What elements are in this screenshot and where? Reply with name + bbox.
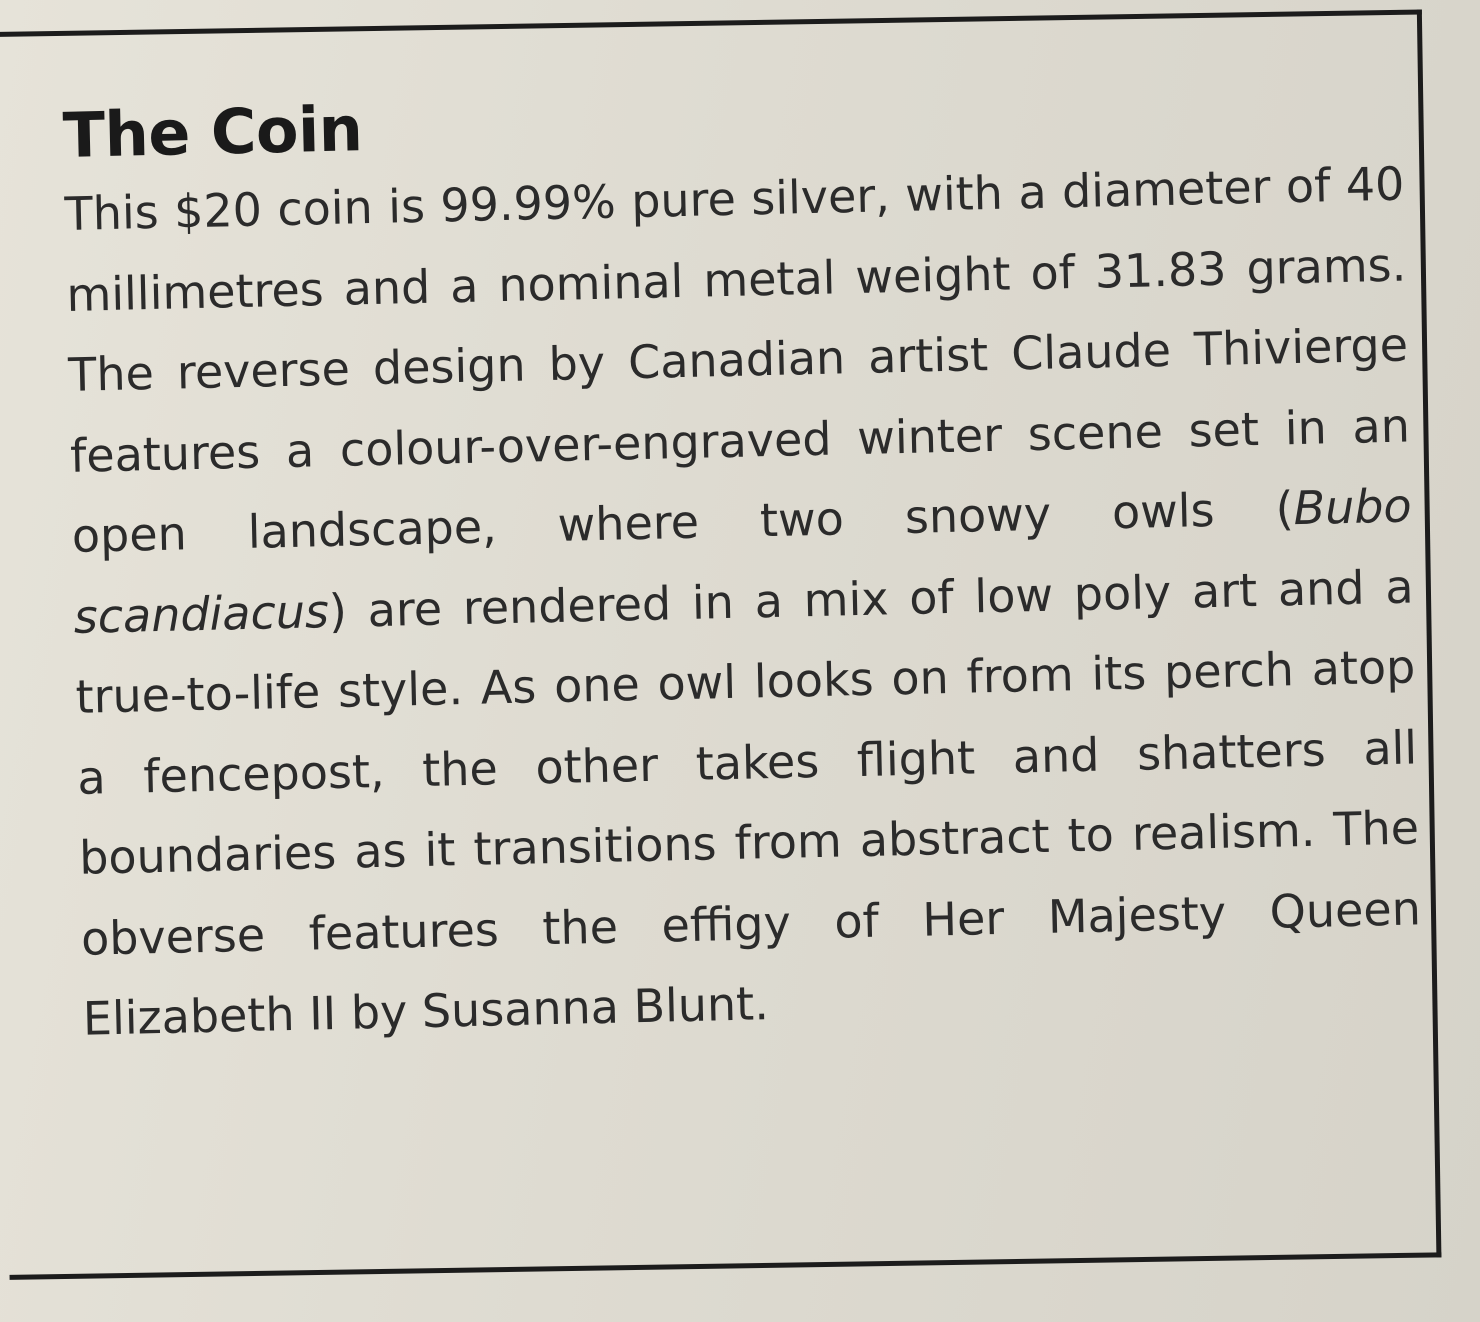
description-text-part1: This $20 coin is 99.99% pure silver, with a diameter of 40 millimetres and a nominal metal weight of 31.83 grams. The reverse design by Canadian artist Claude Thivierge features a colour-over-engraved winter scene set in an open landscape, where two snowy owls ( — [64, 156, 1411, 563]
coin-info-box — [62, 68, 1423, 1060]
description-text-part2: ) are rendered in a mix of low poly art and a true-to-life style. As one owl looks on from its perch atop a fencepost, the other takes flight and shatters all boundaries as it transitions from abstract to realism. The obverse features the effigy of Her Majesty Queen Elizabeth II by Susanna Blunt. — [74, 558, 1422, 1046]
section-heading: The Coin — [62, 92, 364, 172]
coin-description — [64, 144, 1424, 1060]
species-name: Bubo scandiacus — [73, 478, 1413, 644]
